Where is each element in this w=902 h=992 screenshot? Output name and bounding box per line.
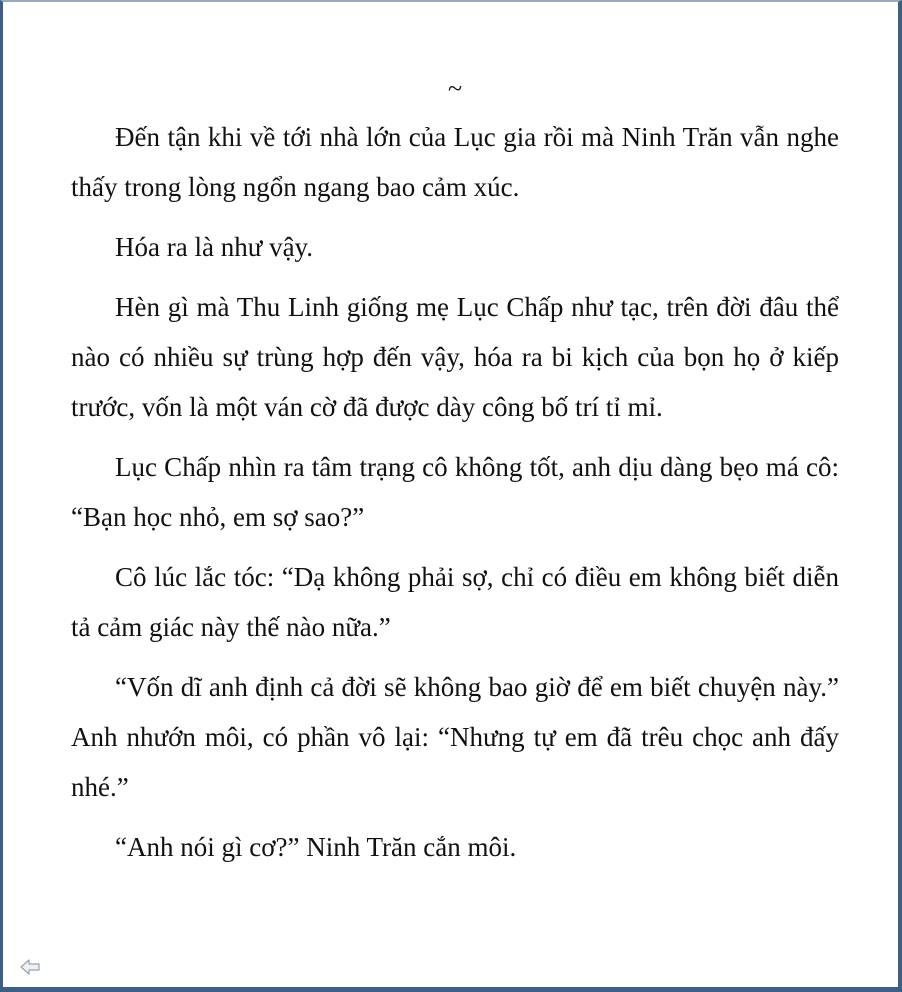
paragraph: Cô lúc lắc tóc: “Dạ không phải sợ, chỉ có điều em không biết diễn tả cảm giác này thế nào nữa.” — [71, 562, 839, 642]
paragraph: Hèn gì mà Thu Linh giống mẹ Lục Chấp như tạc, trên đời đâu thể nào có nhiều sự trùng hợp đến vậy, hóa ra bi kịch của bọn họ ở kiếp trước, vốn là một ván cờ đã được dày công bố trí tỉ mỉ. — [71, 292, 839, 422]
paragraph: Hóa ra là như vậy. — [115, 232, 314, 262]
paragraph: “Vốn dĩ anh định cả đời sẽ không bao giờ để em biết chuyện này.” Anh nhướn môi, có phần vô lại: “Nhưng tự em đã trêu chọc anh đấy nhé.” — [71, 672, 839, 802]
document-page — [71, 74, 839, 882]
paragraph: Lục Chấp nhìn ra tâm trạng cô không tốt, anh dịu dàng bẹo má cô: “Bạn học nhỏ, em sợ sao?” — [71, 452, 839, 532]
paragraph: Đến tận khi về tới nhà lớn của Lục gia rồi mà Ninh Trăn vẫn nghe thấy trong lòng ngổn ngang bao cảm xúc. — [71, 122, 839, 202]
section-separator: ~ — [447, 74, 463, 103]
previous-page-button[interactable] — [19, 958, 41, 976]
paragraph: “Anh nói gì cơ?” Ninh Trăn cắn môi. — [115, 832, 517, 862]
arrow-left-icon — [19, 958, 41, 976]
